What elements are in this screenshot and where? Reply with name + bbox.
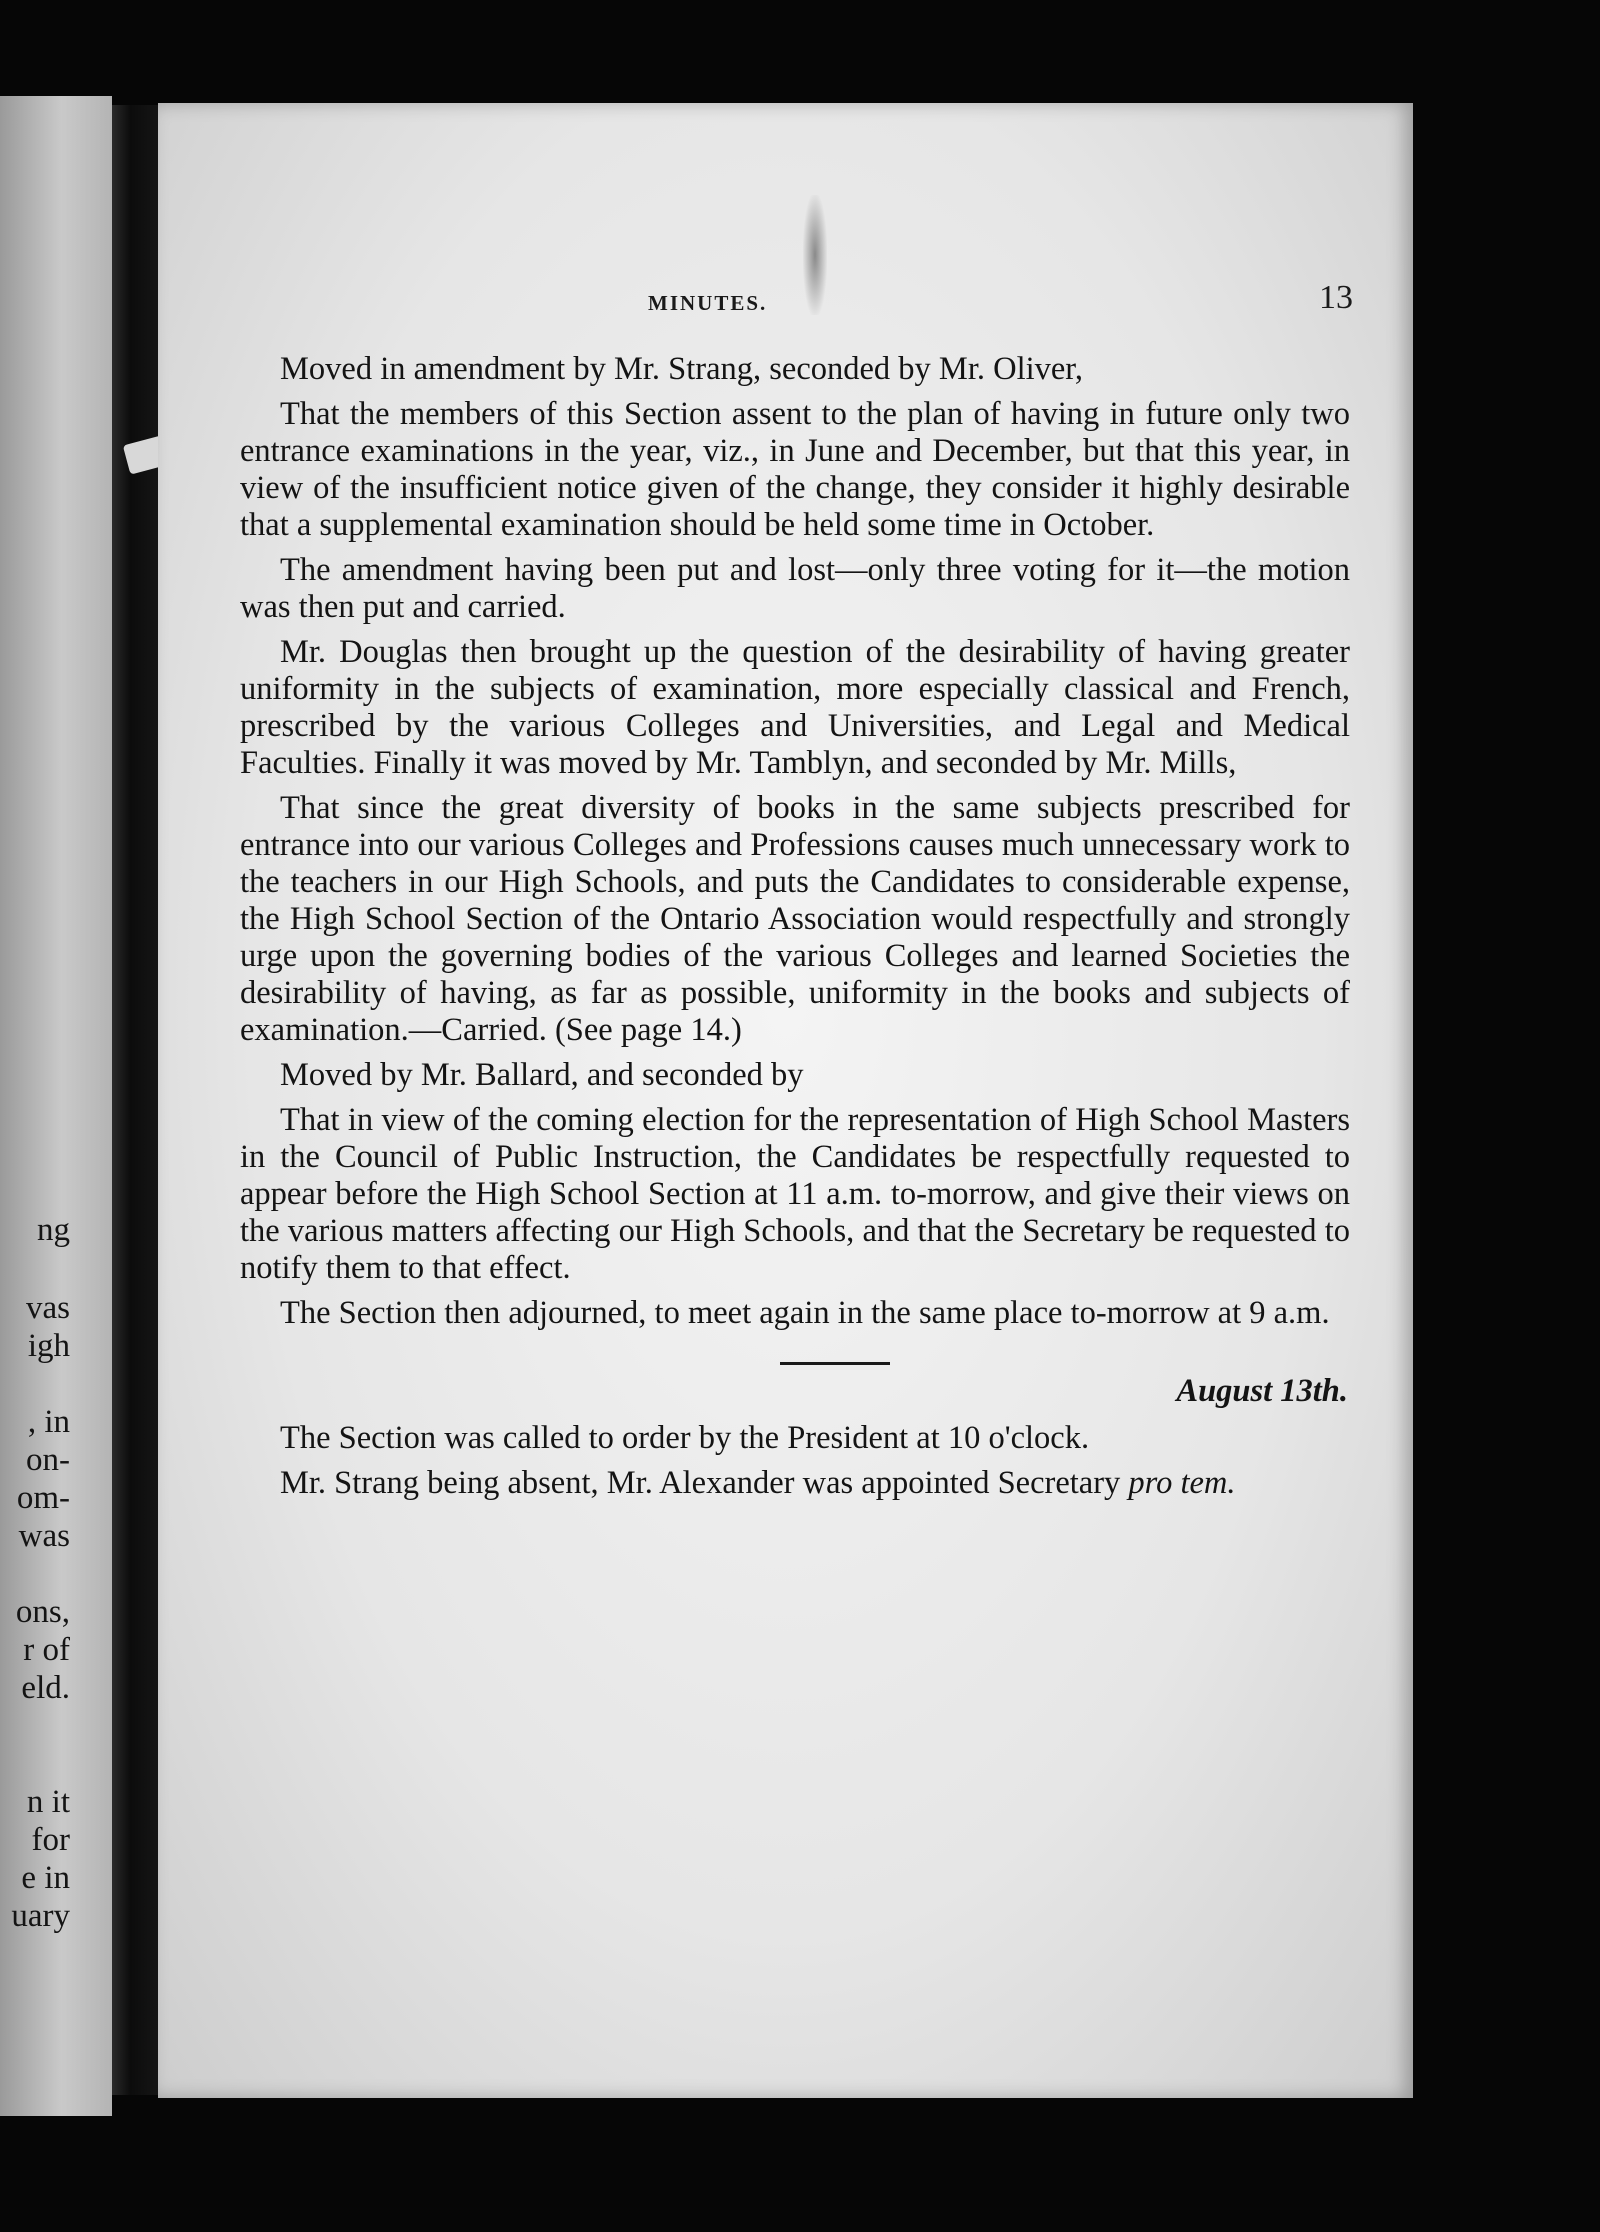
facing-page-fragment: was: [18, 1518, 70, 1554]
facing-page-text: [0, 1211, 70, 1935]
facing-page-fragment: vas: [26, 1290, 70, 1326]
facing-page-fragment: for: [31, 1822, 70, 1858]
facing-page-fragment: r of: [23, 1632, 70, 1668]
facing-page-fragment: uary: [11, 1898, 70, 1934]
facing-page-fragment: e in: [21, 1860, 70, 1896]
page-number: 13: [1319, 279, 1353, 316]
facing-page-fragment: eld.: [21, 1670, 70, 1706]
facing-page-fragment: ng: [37, 1212, 70, 1248]
paragraph: Moved by Mr. Ballard, and seconded by: [280, 1057, 804, 1093]
page-body: [240, 351, 1350, 1502]
final-paragraph: [240, 1465, 1350, 1502]
facing-page-fragment: ons,: [15, 1594, 70, 1630]
ink-smudge: [803, 195, 827, 315]
book-spine: [112, 105, 158, 2095]
running-head: MINUTES.: [648, 291, 768, 315]
paragraph: Mr. Douglas then brought up the question of the desirability of having greater uniformity in the subjects of examination, more especially classical and French, prescribed by the various Colleges and Universities, and Legal and Medical Faculties. Finally it was moved by Mr. Tamblyn, and seconded by Mr. Mills,: [240, 634, 1350, 781]
paragraph: That the members of this Section assent to the plan of having in future only two entrance examinations in the year, viz., in June and December, but that this year, in view of the insufficient notice given of the change, they consider it highly desirable that a supplemental examination should be held some time in October.: [240, 396, 1350, 543]
facing-page-fragment: om-: [16, 1480, 70, 1516]
paragraph: That since the great diversity of books in the same subjects prescribed for entrance into our various Colleges and Professions causes much unnecessary work to the teachers in our High Schools, and puts the Candidates to considerable expense, the High School Section of the Ontario Association would respectfully and strongly urge upon the governing bodies of the various Colleges and learned Societies the desirability of having, as far as possible, uniformity in the books and subjects of examination.—Carried. (See page 14.): [240, 790, 1350, 1048]
facing-page: [0, 96, 112, 2116]
facing-page-fragment: igh: [27, 1328, 70, 1364]
paragraph: Moved in amendment by Mr. Strang, seconded by Mr. Oliver,: [280, 351, 1083, 387]
section-divider: [780, 1362, 890, 1365]
paragraph: The amendment having been put and lost—only three voting for it—the motion was then put and carried.: [240, 552, 1350, 625]
facing-page-fragment: , in: [27, 1404, 70, 1440]
final-paragraph-text: Mr. Strang being absent, Mr. Alexander was appointed Secretary: [280, 1465, 1121, 1501]
paragraph: The Section was called to order by the President at 10 o'clock.: [280, 1420, 1090, 1456]
italic-phrase: pro tem.: [1128, 1465, 1236, 1501]
paragraph: That in view of the coming election for the representation of High School Masters in the Council of Public Instruction, the Candidates be respectfully requested to appear before the High School Section at 11 a.m. to-morrow, and give their views on the various matters affecting our High Schools, and that the Secretary be requested to notify them to that effect.: [240, 1102, 1350, 1286]
document-page: [158, 103, 1413, 2098]
dateline: August 13th.: [1176, 1373, 1348, 1409]
facing-page-fragment: n it: [26, 1784, 70, 1820]
paragraph: The Section then adjourned, to meet again in the same place to-morrow at 9 a.m.: [280, 1295, 1330, 1331]
facing-page-fragment: on-: [26, 1442, 70, 1478]
